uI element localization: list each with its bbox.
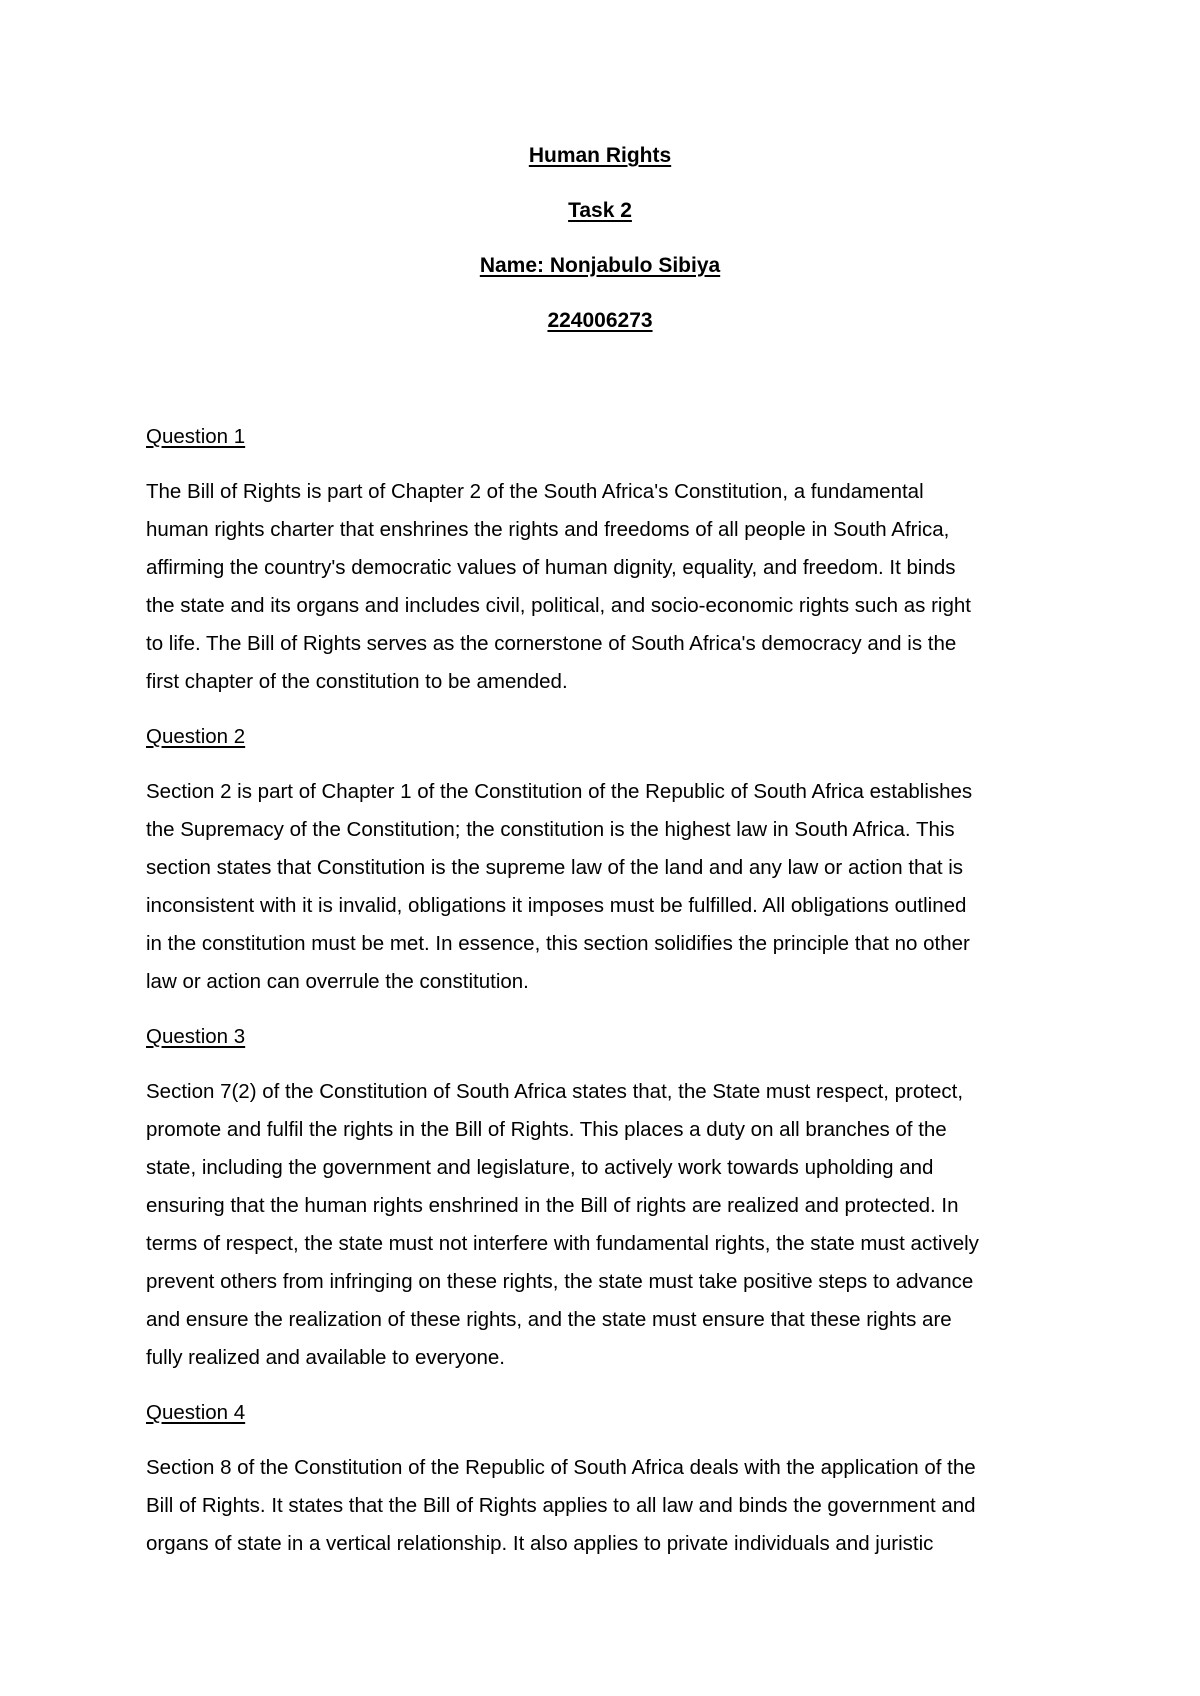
text-line: Section 8 of the Constitution of the Republic of South Africa deals with the application of the [146,1456,976,1479]
text-line: Section 7(2) of the Constitution of South Africa states that, the State must respect, protect, [146,1080,964,1103]
question-3-heading: Question 3 [146,1025,246,1048]
student-name: Name: Nonjabulo Sibiya [479,254,721,277]
text-line: affirming the country's democratic values of human dignity, equality, and freedom. It binds [146,556,956,579]
question-3-answer [146,1073,1066,1377]
text-line: The Bill of Rights is part of Chapter 2 of the South Africa's Constitution, a fundamental [146,480,924,503]
text-line: state, including the government and legislature, to actively work towards upholding and [146,1156,934,1179]
question-4-answer [146,1449,1066,1563]
text-line: and ensure the realization of these rights, and the state must ensure that these rights are [146,1308,952,1331]
question-1-answer [146,473,1066,701]
document-header [0,144,1200,364]
text-line: first chapter of the constitution to be amended. [146,670,568,693]
text-line: human rights charter that enshrines the rights and freedoms of all people in South Africa, [146,518,950,541]
text-line: inconsistent with it is invalid, obligations it imposes must be fulfilled. All obligations outlined [146,894,967,917]
text-line: organs of state in a vertical relationship. It also applies to private individuals and juristic [146,1532,934,1555]
text-line: to life. The Bill of Rights serves as the cornerstone of South Africa's democracy and is the [146,632,957,655]
text-line: the Supremacy of the Constitution; the constitution is the highest law in South Africa. This [146,818,955,841]
task-label: Task 2 [568,199,632,222]
question-2-heading: Question 2 [146,725,246,748]
document-body [146,418,1066,1580]
text-line: law or action can overrule the constitution. [146,970,529,993]
student-number: 224006273 [547,309,653,332]
text-line: Bill of Rights. It states that the Bill of Rights applies to all law and binds the government and [146,1494,976,1517]
text-line: the state and its organs and includes civil, political, and socio-economic rights such as right [146,594,971,617]
text-line: Section 2 is part of Chapter 1 of the Constitution of the Republic of South Africa establishes [146,780,973,803]
question-2-answer [146,773,1066,1001]
text-line: promote and fulfil the rights in the Bill of Rights. This places a duty on all branches of the [146,1118,947,1141]
text-line: in the constitution must be met. In essence, this section solidifies the principle that no other [146,932,970,955]
question-1-heading: Question 1 [146,425,246,448]
text-line: section states that Constitution is the supreme law of the land and any law or action that is [146,856,964,879]
text-line: prevent others from infringing on these rights, the state must take positive steps to advance [146,1270,974,1293]
text-line: terms of respect, the state must not interfere with fundamental rights, the state must actively [146,1232,979,1255]
text-line: fully realized and available to everyone. [146,1346,505,1369]
document-title: Human Rights [528,144,672,167]
text-line: ensuring that the human rights enshrined in the Bill of rights are realized and protected. In [146,1194,959,1217]
question-4-heading: Question 4 [146,1401,246,1424]
